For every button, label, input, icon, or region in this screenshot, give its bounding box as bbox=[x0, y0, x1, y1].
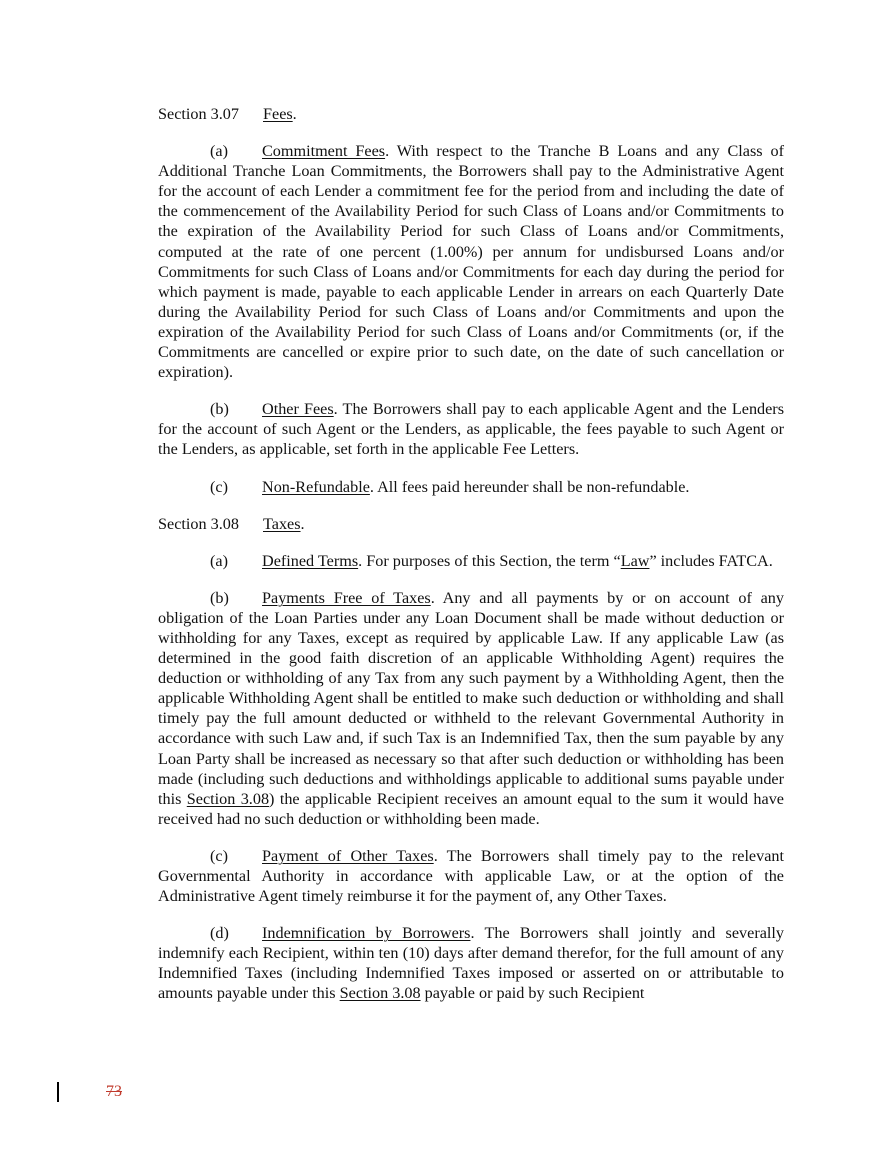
section-cross-reference[interactable]: Section 3.08 bbox=[186, 789, 270, 808]
paragraph-indemnification-by-borrowers bbox=[158, 923, 784, 1003]
page-number: 73 bbox=[106, 1083, 122, 1100]
paragraph-label: (b) bbox=[210, 400, 229, 419]
paragraph-payment-of-other-taxes bbox=[158, 846, 784, 906]
paragraph-label: (d) bbox=[210, 924, 229, 943]
paragraph-text: . With respect to the Tranche B Loans and any Class of Additional Tranche Loan Commitments, the Borrowers shall pay to the Administrative Agent for the account of each Lender a commitment fee for the period from and including the date of the commencement of the Availability Period for such Class of Loans and/or Commitments to the expiration of the Availability Period for such Class of Loans and/or Commitments, computed at the rate of one percent (1.00%) per annum for undisbursed Loans and/or Commitments for such Class of Loans and/or Commitments for each day during the period for which payment is made, payable to each applicable Lender in arrears on each Quarterly Date during the Availability Period for such Class of Loans and/or Commitments and upon the expiration of the Availability Period for such Class of Loans and/or Commitments (or, if the Commitments are cancelled or expire prior to such date, on the date of such cancellation or expiration). bbox=[158, 142, 785, 382]
paragraph-label: (b) bbox=[210, 588, 229, 607]
section-title: Taxes bbox=[263, 514, 301, 533]
paragraph-heading: Commitment Fees bbox=[262, 142, 386, 161]
paragraph-text: . The Borrowers shall pay to each applicable Agent and the Lenders for the account of such Agent or the Lenders, as applicable, the fees payable to such Agent or the Lenders, as applicable, set forth in the applicable Fee Letters. bbox=[158, 400, 785, 459]
paragraph-label: (c) bbox=[210, 477, 228, 496]
paragraph-text-end: ) the applicable Recipient receives an amount equal to the sum it would have received had no such deduction or withholding been made. bbox=[158, 789, 784, 828]
section-heading-3-07: Section 3.07 Fees. bbox=[158, 105, 297, 123]
paragraph-text-end: payable or paid by such Recipient bbox=[420, 984, 645, 1003]
paragraph-text: . The Borrowers shall timely pay to the relevant Governmental Authority in accordance with applicable Law, or at the option of the Administrative Agent timely reimburse it for the payment of, any Other Taxes. bbox=[158, 846, 784, 906]
paragraph-non-refundable bbox=[158, 477, 784, 497]
paragraph-other-fees bbox=[158, 399, 784, 459]
paragraph-label: (c) bbox=[210, 846, 228, 865]
section-number: Section 3.08 bbox=[158, 514, 239, 533]
defined-term: Law bbox=[620, 551, 650, 570]
paragraph-commitment-fees bbox=[158, 141, 784, 382]
paragraph-text: . The Borrowers shall jointly and severally indemnify each Recipient, within ten (10) days after demand therefor, for the full amount of any Indemnified Taxes (including Indemnified Taxes imposed or asserted on or attributable to amounts payable under this bbox=[158, 924, 784, 1003]
paragraph-defined-terms bbox=[158, 551, 784, 571]
section-title: Fees bbox=[263, 105, 293, 123]
paragraph-heading: Payments Free of Taxes bbox=[262, 588, 431, 607]
paragraph-heading: Non-Refundable bbox=[262, 477, 370, 496]
change-bar bbox=[57, 1082, 59, 1102]
paragraph-text: . All fees paid hereunder shall be non-refundable. bbox=[369, 477, 690, 496]
section-heading-3-08: Section 3.08 Taxes. bbox=[158, 514, 305, 533]
section-cross-reference[interactable]: Section 3.08 bbox=[339, 984, 421, 1003]
paragraph-text: . Any and all payments by or on account of any obligation of the Loan Parties under any Loan Document shall be made without deduction or withholding for any Taxes, except as required by applicable Law. If any applicable Law (as determined in the good faith discretion of an applicable Withholding Agent) requires the deduction or withholding of any Tax from any such payment by a Withholding Agent, then the applicable Withholding Agent shall be entitled to make such deduction or withholding and shall timely pay the full amount deducted or withheld to the relevant Governmental Authority in accordance with such Law and, if such Tax is an Indemnified Tax, then the sum payable by any Loan Party shall be increased as necessary so that after such deduction or withholding has been made (including such deductions and withholdings applicable to additional sums payable under this bbox=[158, 588, 784, 808]
section-number: Section 3.07 bbox=[158, 105, 239, 123]
paragraph-heading: Payment of Other Taxes bbox=[262, 846, 434, 865]
paragraph-text-end: ” includes FATCA. bbox=[649, 551, 773, 570]
paragraph-label: (a) bbox=[210, 142, 228, 161]
document-body bbox=[158, 104, 784, 1021]
paragraph-heading: Indemnification by Borrowers bbox=[262, 924, 471, 943]
paragraph-heading: Defined Terms bbox=[262, 551, 359, 570]
paragraph-label: (a) bbox=[210, 551, 228, 570]
paragraph-heading: Other Fees bbox=[262, 400, 334, 419]
paragraph-payments-free-of-taxes bbox=[158, 588, 784, 829]
paragraph-text: . For purposes of this Section, the term “ bbox=[358, 551, 621, 570]
